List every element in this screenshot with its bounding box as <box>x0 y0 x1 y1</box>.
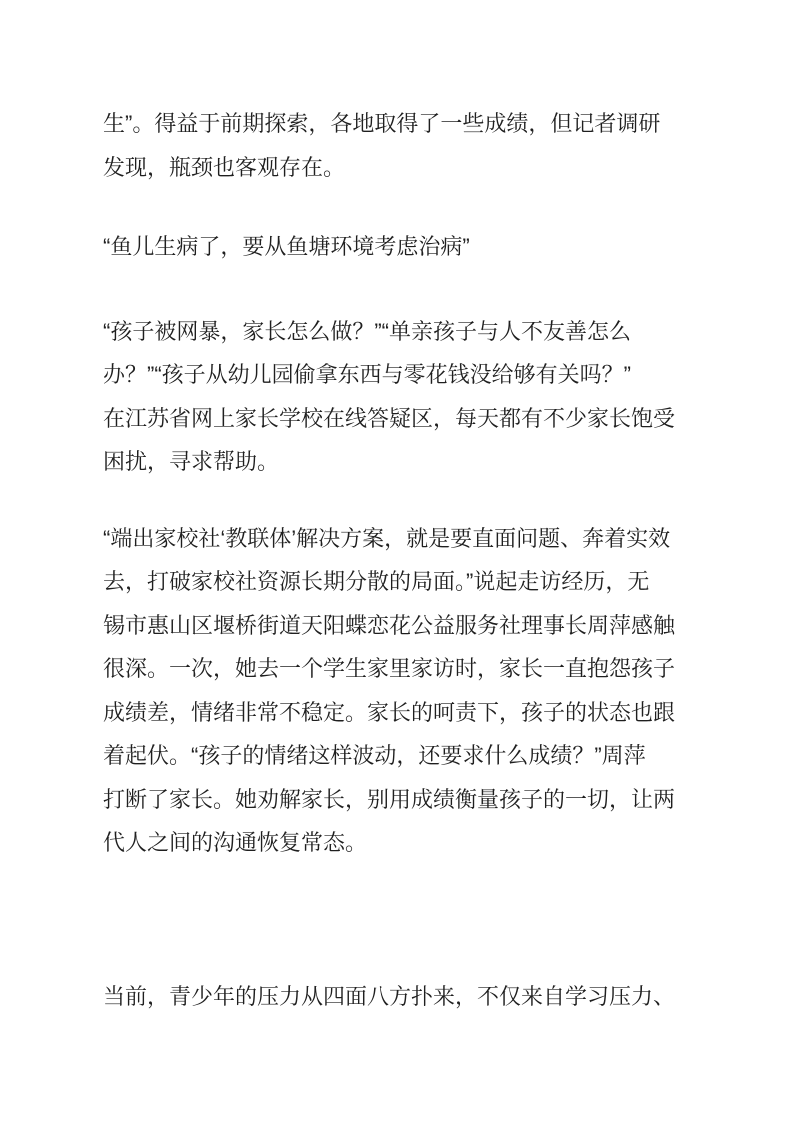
text-line: 发现，瓶颈也客观存在。 <box>103 154 346 180</box>
text-line: 成绩差，情绪非常不稳定。家长的呵责下，孩子的状态也跟 <box>103 699 676 725</box>
text-line: 打断了家长。她劝解家长，别用成绩衡量孩子的一切，让两 <box>103 786 676 812</box>
text-line: 锡市惠山区堰桥街道天阳蝶恋花公益服务社理事长周萍感触 <box>103 612 676 638</box>
paragraph <box>103 102 705 189</box>
text-line: 着起伏。“孩子的情绪这样波动，还要求什么成绩？”周萍 <box>103 743 646 768</box>
text-line: “鱼儿生病了，要从鱼塘环境考虑治病” <box>103 234 470 259</box>
text-line: 在江苏省网上家长学校在线答疑区，每天都有不少家长饱受 <box>103 405 676 431</box>
text-line: 困扰，寻求帮助。 <box>103 449 280 474</box>
text-line: 当前，青少年的压力从四面八方扑来，不仅来自学习压力、 <box>103 983 676 1009</box>
text-line: 去，打破家校社资源长期分散的局面。”说起走访经历，无 <box>103 569 650 594</box>
text-line: 生”。得益于前期探索，各地取得了一些成绩，但记者调研 <box>103 111 661 136</box>
text-line: 很深。一次，她去一个学生家里家访时，家长一直抱怨孩子 <box>103 656 676 681</box>
text-line: 办？”“孩子从幼儿园偷拿东西与零花钱没给够有关吗？” <box>103 362 631 387</box>
text-line: “孩子被网暴，家长怎么做？”“单亲孩子与人不友善怎么 <box>103 318 631 344</box>
paragraph <box>103 517 705 865</box>
paragraph <box>103 975 705 1019</box>
section-subheading <box>103 225 705 269</box>
text-line: “端出家校社‘教联体’解决方案，就是要直面问题、奔着实效 <box>103 525 671 551</box>
paragraph <box>103 310 705 484</box>
text-line: 代人之间的沟通恢复常态。 <box>103 830 368 855</box>
